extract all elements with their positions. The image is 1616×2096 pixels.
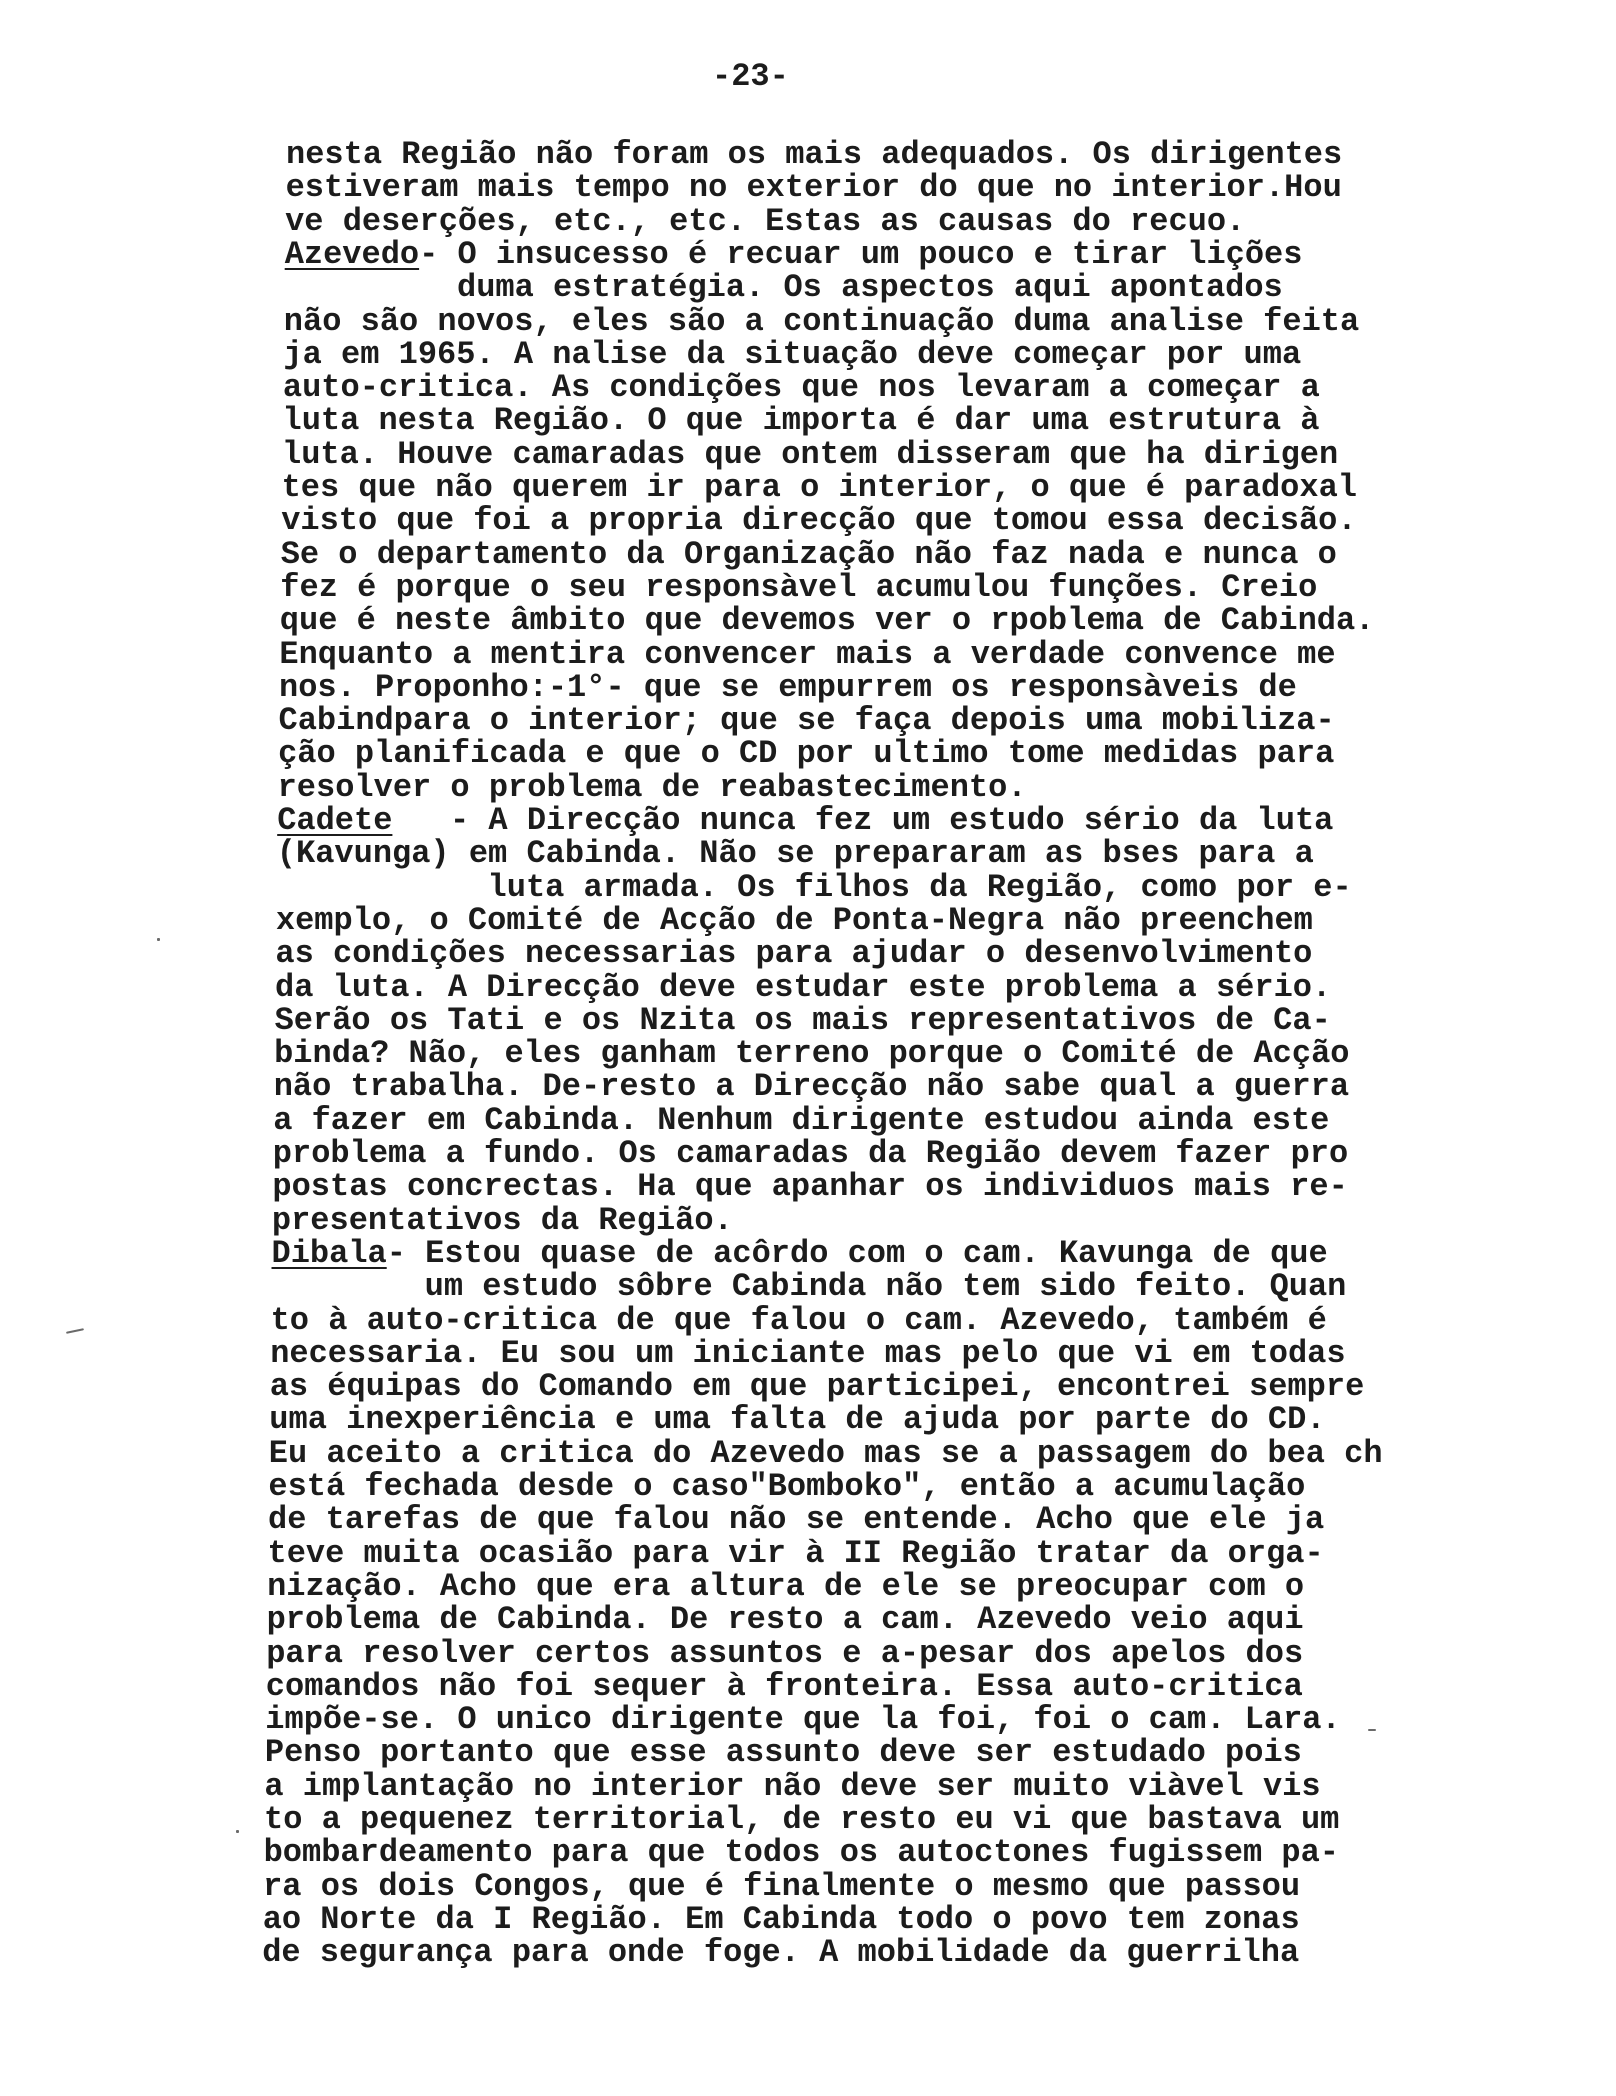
line-text: de tarefas de que falou não se entende. Acho que ele ja bbox=[268, 1501, 1325, 1539]
text-line bbox=[265, 1667, 1303, 1705]
text-line bbox=[268, 1470, 1305, 1503]
line-text: nesta Região não foram os mais adequados. Os dirigentes bbox=[286, 136, 1343, 173]
text-line bbox=[265, 1701, 1341, 1739]
line-text: luta nesta Região. O que importa é dar uma estrutura à bbox=[282, 402, 1320, 440]
text-line bbox=[275, 968, 1332, 1006]
line-text: Se o departamento da Organização não faz nada e nunca o bbox=[280, 535, 1337, 573]
text-line bbox=[278, 702, 1335, 740]
line-text: luta armada. Os filhos da Região, como por e- bbox=[276, 868, 1352, 906]
line-text: teve muita ocasião para vir à II Região tratar da orga- bbox=[267, 1534, 1324, 1572]
text-line bbox=[280, 568, 1318, 606]
line-text: as condições necessarias para ajudar o desenvolvimento bbox=[275, 935, 1313, 973]
line-text: resolver o problema de reabastecimento. bbox=[277, 768, 1027, 806]
text-line bbox=[266, 1601, 1304, 1639]
line-text: comandos não foi sequer à fronteira. Essa auto-critica bbox=[265, 1667, 1303, 1705]
line-text: to à auto-critica de que falou o cam. Azevedo, também é bbox=[270, 1301, 1327, 1339]
line-text: - Estou quase de acôrdo com o cam. Kavunga de que bbox=[386, 1234, 1328, 1272]
line-text: Enquanto a mentira convencer mais a verdade convence me bbox=[279, 635, 1336, 673]
speaker-name: Dibala bbox=[271, 1234, 387, 1272]
line-text: Serão os Tati e os Nzita os mais representativos de Ca- bbox=[274, 1001, 1331, 1039]
line-text: visto que foi a propria direcção que tomou essa decisão. bbox=[281, 502, 1357, 540]
text-line bbox=[284, 269, 1283, 307]
text-line bbox=[264, 1734, 1302, 1772]
line-text: Eu aceito a critica do Azevedo mas se a passagem do bea ch bbox=[268, 1434, 1383, 1472]
line-text: está fechada desde o caso"Bomboko", então a acumulação bbox=[268, 1468, 1306, 1505]
line-text: ao Norte da I Região. Em Cabinda todo o povo tem zonas bbox=[262, 1900, 1300, 1938]
speaker-name: Azevedo bbox=[284, 235, 420, 273]
text-line bbox=[269, 1368, 1365, 1406]
scan-mark bbox=[1368, 1729, 1376, 1731]
text-line bbox=[270, 1301, 1327, 1339]
text-line bbox=[262, 1934, 1300, 1972]
text-line bbox=[267, 1534, 1324, 1572]
line-text: necessaria. Eu sou um iniciante mas pelo que vi em todas bbox=[270, 1334, 1346, 1372]
text-line bbox=[266, 1634, 1304, 1672]
line-text: tes que não querem ir para o interior, o que é paradoxal bbox=[281, 469, 1357, 506]
text-line bbox=[279, 602, 1375, 640]
line-text: problema de Cabinda. De resto a cam. Azevedo veio aqui bbox=[266, 1601, 1304, 1639]
line-text: a fazer em Cabinda. Nenhum dirigente estudou ainda este bbox=[273, 1101, 1330, 1139]
text-line bbox=[264, 1767, 1321, 1805]
text-line bbox=[280, 535, 1337, 573]
text-line bbox=[267, 1567, 1305, 1605]
text-line bbox=[283, 335, 1302, 373]
line-text: xemplo, o Comité de Acção de Ponta-Negra não preenchem bbox=[275, 901, 1313, 939]
text-line bbox=[275, 935, 1313, 973]
text-line bbox=[282, 435, 1339, 473]
line-text: luta. Houve camaradas que ontem disseram que ha dirigen bbox=[282, 435, 1339, 473]
speaker-name: Cadete bbox=[277, 802, 393, 839]
text-line bbox=[274, 1001, 1331, 1039]
line-text: impõe-se. O unico dirigente que la foi, foi o cam. Lara. bbox=[265, 1701, 1341, 1739]
line-text: ve deserções, etc., etc. Estas as causas do recuo. bbox=[285, 202, 1246, 240]
scan-mark bbox=[157, 938, 160, 941]
text-line bbox=[273, 1068, 1350, 1106]
line-text: não trabalha. De-resto a Direcção não sabe qual a guerra bbox=[273, 1068, 1350, 1106]
speaker-line bbox=[271, 1234, 1328, 1272]
text-line bbox=[273, 1137, 1348, 1170]
text-line bbox=[285, 169, 1342, 207]
page-number: -23- bbox=[712, 58, 789, 95]
line-text: a implantação no interior não deve ser muito viàvel vis bbox=[264, 1767, 1321, 1805]
line-text: ja em 1965. A nalise da situação deve começar por uma bbox=[283, 335, 1302, 373]
line-text: - O insucesso é recuar um pouco e tirar lições bbox=[419, 235, 1303, 273]
line-text: postas concrectas. Ha que apanhar os individuos mais re- bbox=[272, 1168, 1348, 1206]
line-text: binda? Não, eles ganham terreno porque o Comité de Acção bbox=[274, 1035, 1350, 1073]
line-text: nos. Proponho:-1°- que se empurrem os responsàveis de bbox=[279, 668, 1297, 706]
text-line bbox=[285, 202, 1246, 240]
line-text: ra os dois Congos, que é finalmente o mesmo que passou bbox=[263, 1867, 1301, 1905]
line-text: ção planificada e que o CD por ultimo tome medidas para bbox=[278, 735, 1335, 773]
line-text: problema a fundo. Os camaradas da Região devem fazer pro bbox=[272, 1135, 1349, 1172]
line-text: nização. Acho que era altura de ele se preocupar com o bbox=[267, 1567, 1305, 1605]
text-line bbox=[270, 1334, 1346, 1372]
line-text: que é neste âmbito que devemos ver o rpoblema de Cabinda. bbox=[279, 602, 1375, 640]
line-text: auto-critica. As condições que nos levaram a começar a bbox=[282, 369, 1320, 407]
line-text: Penso portanto que esse assunto deve ser estudado pois bbox=[264, 1734, 1302, 1772]
text-line bbox=[286, 138, 1342, 171]
line-text: para resolver certos assuntos e a-pesar dos apelos dos bbox=[266, 1634, 1304, 1672]
text-line bbox=[276, 835, 1314, 873]
line-text: Cabindpara o interior; que se faça depois uma mobiliza- bbox=[278, 702, 1335, 740]
text-line bbox=[264, 1803, 1339, 1836]
line-text: duma estratégia. Os aspectos aqui apontados bbox=[284, 269, 1283, 307]
text-line bbox=[282, 369, 1320, 407]
text-line bbox=[268, 1434, 1383, 1472]
line-text: bombardeamento para que todos os autoctones fugissem pa- bbox=[263, 1834, 1339, 1872]
line-text: da luta. A Direcção deve estudar este problema a sério. bbox=[275, 968, 1332, 1006]
text-line bbox=[263, 1867, 1301, 1905]
text-line bbox=[277, 768, 1027, 806]
line-text: fez é porque o seu responsàvel acumulou funções. Creio bbox=[280, 568, 1318, 606]
text-line bbox=[282, 471, 1357, 504]
text-line bbox=[283, 302, 1360, 340]
text-line bbox=[275, 901, 1313, 939]
line-text: to a pequenez territorial, de resto eu vi que bastava um bbox=[264, 1801, 1340, 1838]
text-line bbox=[276, 868, 1352, 906]
text-line bbox=[271, 1268, 1347, 1306]
speaker-line bbox=[284, 235, 1303, 273]
text-line bbox=[262, 1900, 1300, 1938]
text-line bbox=[271, 1201, 733, 1239]
text-line bbox=[273, 1101, 1330, 1139]
line-text: uma inexperiência e uma falta de ajuda por parte do CD. bbox=[269, 1401, 1326, 1439]
line-text: - A Direcção nunca fez um estudo sério da luta bbox=[392, 802, 1334, 839]
text-line bbox=[279, 635, 1336, 673]
line-text: estiveram mais tempo no exterior do que no interior.Hou bbox=[285, 169, 1342, 207]
text-line bbox=[279, 668, 1297, 706]
text-line bbox=[274, 1035, 1350, 1073]
text-line bbox=[282, 402, 1320, 440]
text-line bbox=[278, 735, 1335, 773]
speaker-line bbox=[277, 804, 1333, 837]
line-text: (Kavunga) em Cabinda. Não se prepararam as bses para a bbox=[276, 835, 1314, 873]
line-text: presentativos da Região. bbox=[271, 1201, 733, 1239]
text-line bbox=[268, 1501, 1325, 1539]
line-text: de segurança para onde foge. A mobilidade da guerrilha bbox=[262, 1934, 1300, 1972]
line-text: as équipas do Comando em que participei, encontrei sempre bbox=[269, 1368, 1365, 1406]
line-text: um estudo sôbre Cabinda não tem sido feito. Quan bbox=[271, 1268, 1347, 1306]
scan-mark bbox=[236, 1830, 239, 1833]
text-line bbox=[263, 1834, 1339, 1872]
text-line bbox=[281, 502, 1357, 540]
line-text: não são novos, eles são a continuação duma analise feita bbox=[283, 302, 1360, 340]
text-line bbox=[269, 1401, 1326, 1439]
text-line bbox=[272, 1168, 1348, 1206]
